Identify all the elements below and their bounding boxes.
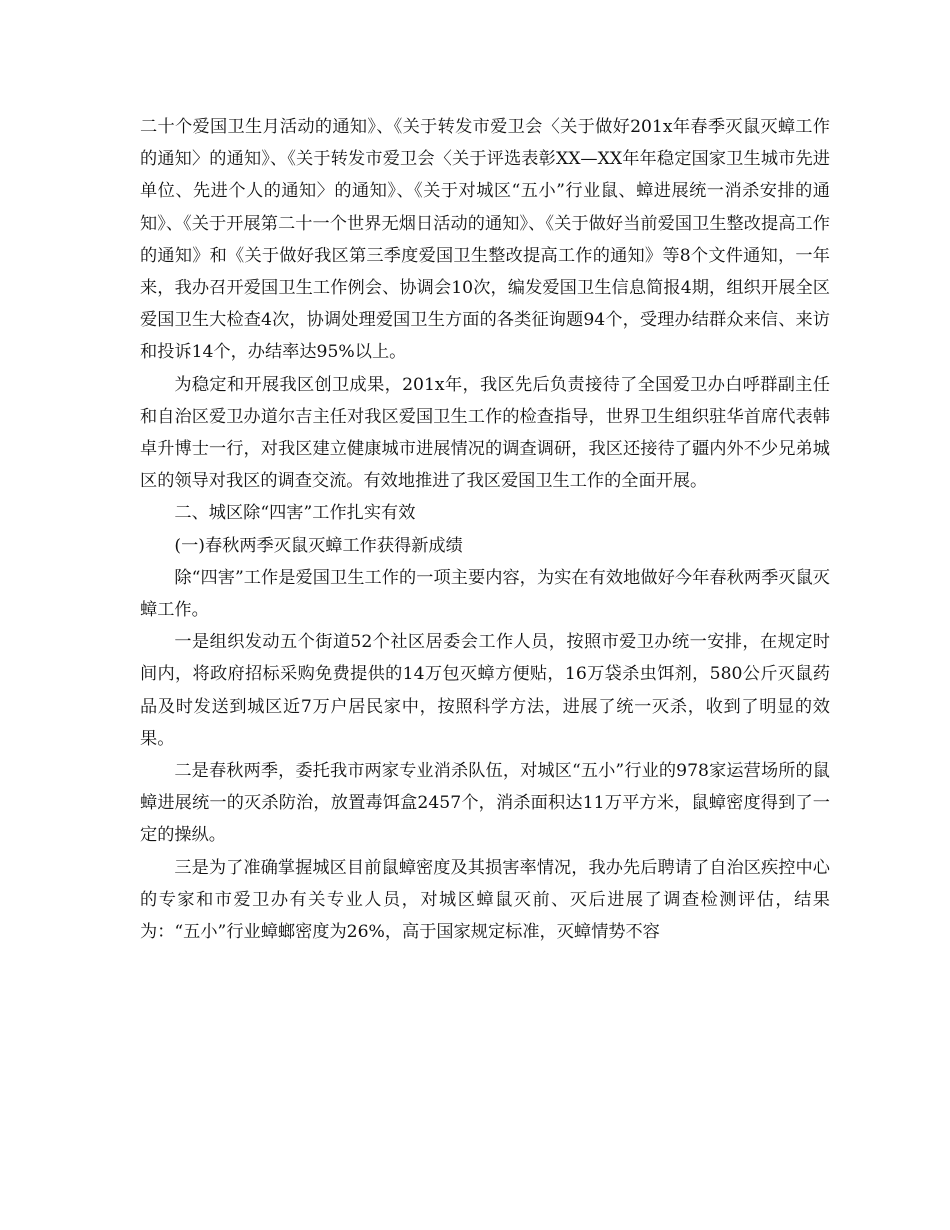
paragraph-point-three: 三是为了准确掌握城区目前鼠蟑密度及其损害率情况，我办先后聘请了自治区疾控中心的专家和市爱卫办有关专业人员，对城区蟑鼠灭前、灭后进展了调查检测评估，结果为：“五小”行业蟑螂密度为26%，高于国家规定标准，灭蟑情势不容 [140,857,830,943]
document-body [140,111,830,948]
paragraph-notices-summary: 二十个爱国卫生月活动的通知》、《关于转发市爱卫会〈关于做好201x年春季灭鼠灭蟑工作的通知〉的通知》、《关于转发市爱卫会〈关于评选表彰XX—XX年年稳定国家卫生城市先进单位、先进个人的通知〉的通知》、《关于对城区“五小”行业鼠、蟑进展统一消杀安排的通知》、《关于开展第二十一个世界无烟日活动的通知》、《关于做好当前爱国卫生整改提高工作的通知》和《关于做好我区第三季度爱国卫生整改提高工作的通知》等8个文件通知，一年来，我办召开爱国卫生工作例会、协调会10次，编发爱国卫生信息简报4期，组织开展全区爱国卫生大检查4次，协调处理爱国卫生方面的各类征询题94个，受理办结群众来信、来访和投诉14个，办结率达95%以上。 [140,117,830,363]
paragraph-pest-control-intro: 除“四害”工作是爱国卫生工作的一项主要内容，为实在有效地做好今年春秋两季灭鼠灭蟑工作。 [140,567,830,621]
paragraph-point-two: 二是春秋两季，委托我市两家专业消杀队伍，对城区“五小”行业的978家运营场所的鼠蟑进展统一的灭杀防治，放置毒饵盒2457个，消杀面积达11万平方米，鼠蟑密度得到了一定的操纵。 [140,761,830,846]
subsection-heading-spring-autumn: (一)春秋两季灭鼠灭蟑工作获得新成绩 [174,535,463,556]
section-heading-pest-control: 二、城区除“四害”工作扎实有效 [174,503,416,524]
paragraph-point-one: 一是组织发动五个街道52个社区居委会工作人员，按照市爱卫办统一安排，在规定时间内，将政府招标采购免费提供的14万包灭蟑方便贴，16万袋杀虫饵剂，580公斤灭鼠药品及时发送到城区近7万户居民家中，按照科学方法，进展了统一灭杀，收到了明显的效果。 [140,632,830,749]
paragraph-inspection-reception: 为稳定和开展我区创卫成果，201x年，我区先后负责接待了全国爱卫办白呼群副主任和自治区爱卫办道尔吉主任对我区爱国卫生工作的检查指导，世界卫生组织驻华首席代表韩卓升博士一行，对我区建立健康城市进展情况的调查调研，我区还接待了疆内外不少兄弟城区的领导对我区的调查交流。有效地推进了我区爱国卫生工作的全面开展。 [140,374,830,492]
